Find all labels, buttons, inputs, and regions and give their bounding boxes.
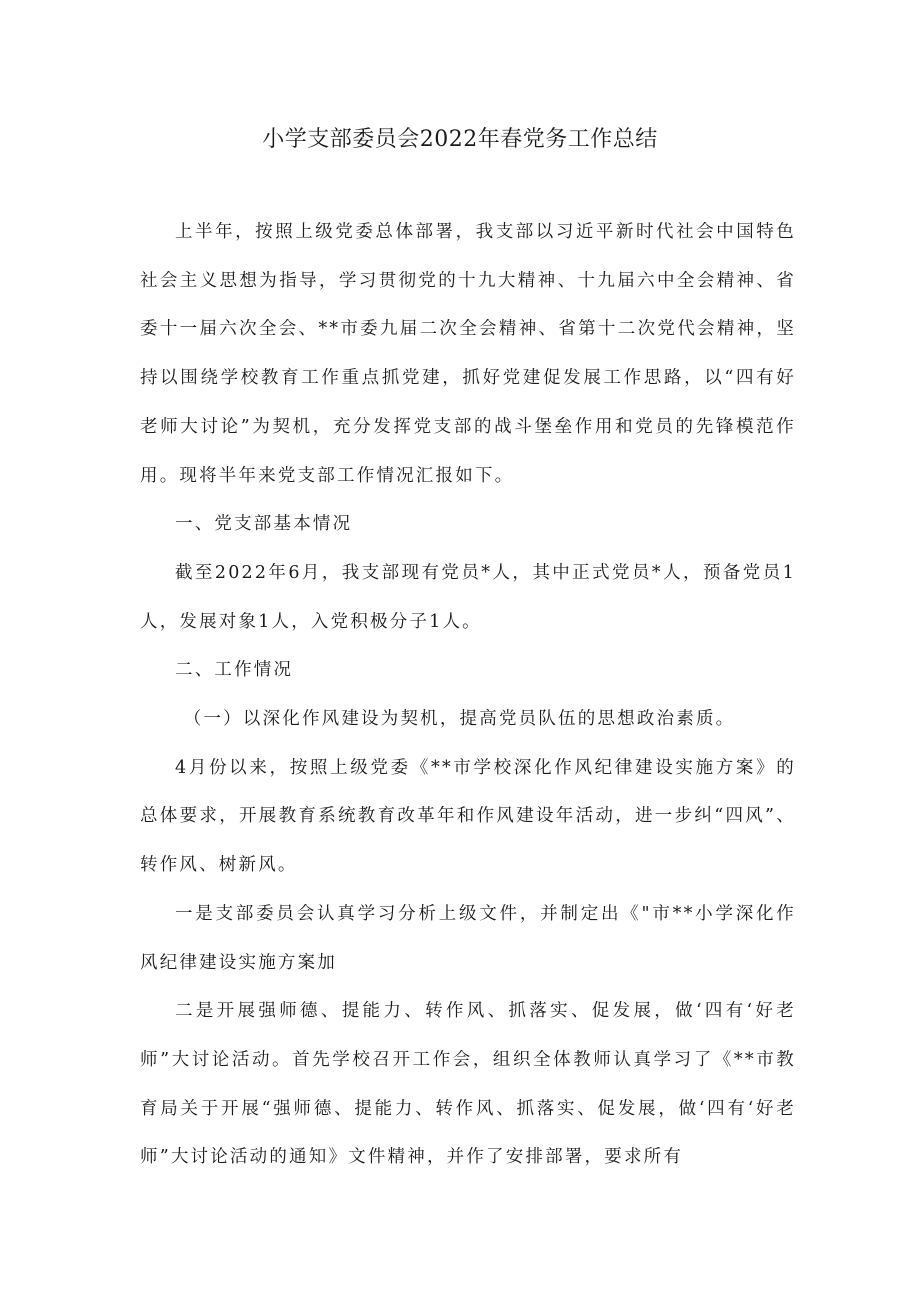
subsection-heading-1: （一）以深化作风建设为契机，提高党员队伍的思想政治素质。 (183, 709, 736, 730)
document-body (140, 208, 796, 1182)
paragraph-work-april: 4月份以来，按照上级党委《**市学校深化作风纪律建设实施方案》的总体要求，开展教育系统教育改革年和作风建设年活动，进一步纠“四风”、转作风、树新风。 (140, 757, 796, 876)
paragraph-intro: 上半年，按照上级党委总体部署，我支部以习近平新时代社会中国特色社会主义思想为指导，学习贯彻党的十九大精神、十九届六中全会精神、省委十一届六次全会、**市委九届二次全会精神、省第十二次党代会精神，坚持以围绕学校教育工作重点抓党建，抓好党建促发展工作思路，以“四有好老师大讨论”为契机，充分发挥党支部的战斗堡垒作用和党员的先锋模范作用。现将半年来党支部工作情况汇报如下。 (140, 222, 796, 486)
paragraph-point-one: 一是支部委员会认真学习分析上级文件，并制定出《"市**小学深化作风纪律建设实施方案加 (140, 903, 796, 973)
paragraph-basic-info: 截至2022年6月，我支部现有党员*人，其中正式党员*人，预备党员1人，发展对象1人，入党积极分子1人。 (140, 562, 796, 632)
section-heading-1: 一、党支部基本情况 (175, 514, 353, 535)
paragraph-point-two: 二是开展强师德、提能力、转作风、抓落实、促发展，做‘四有‘好老师”大讨论活动。首先学校召开工作会，组织全体教师认真学习了《**市教育局关于开展“强师德、提能力、转作风、抓落实、促发展，做‘四有‘好老师”大讨论活动的通知》文件精神，并作了安排部署，要求所有 (140, 1001, 796, 1168)
section-heading-2: 二、工作情况 (175, 660, 294, 681)
document-title: 小学支部委员会2022年春党务工作总结 (262, 127, 658, 152)
